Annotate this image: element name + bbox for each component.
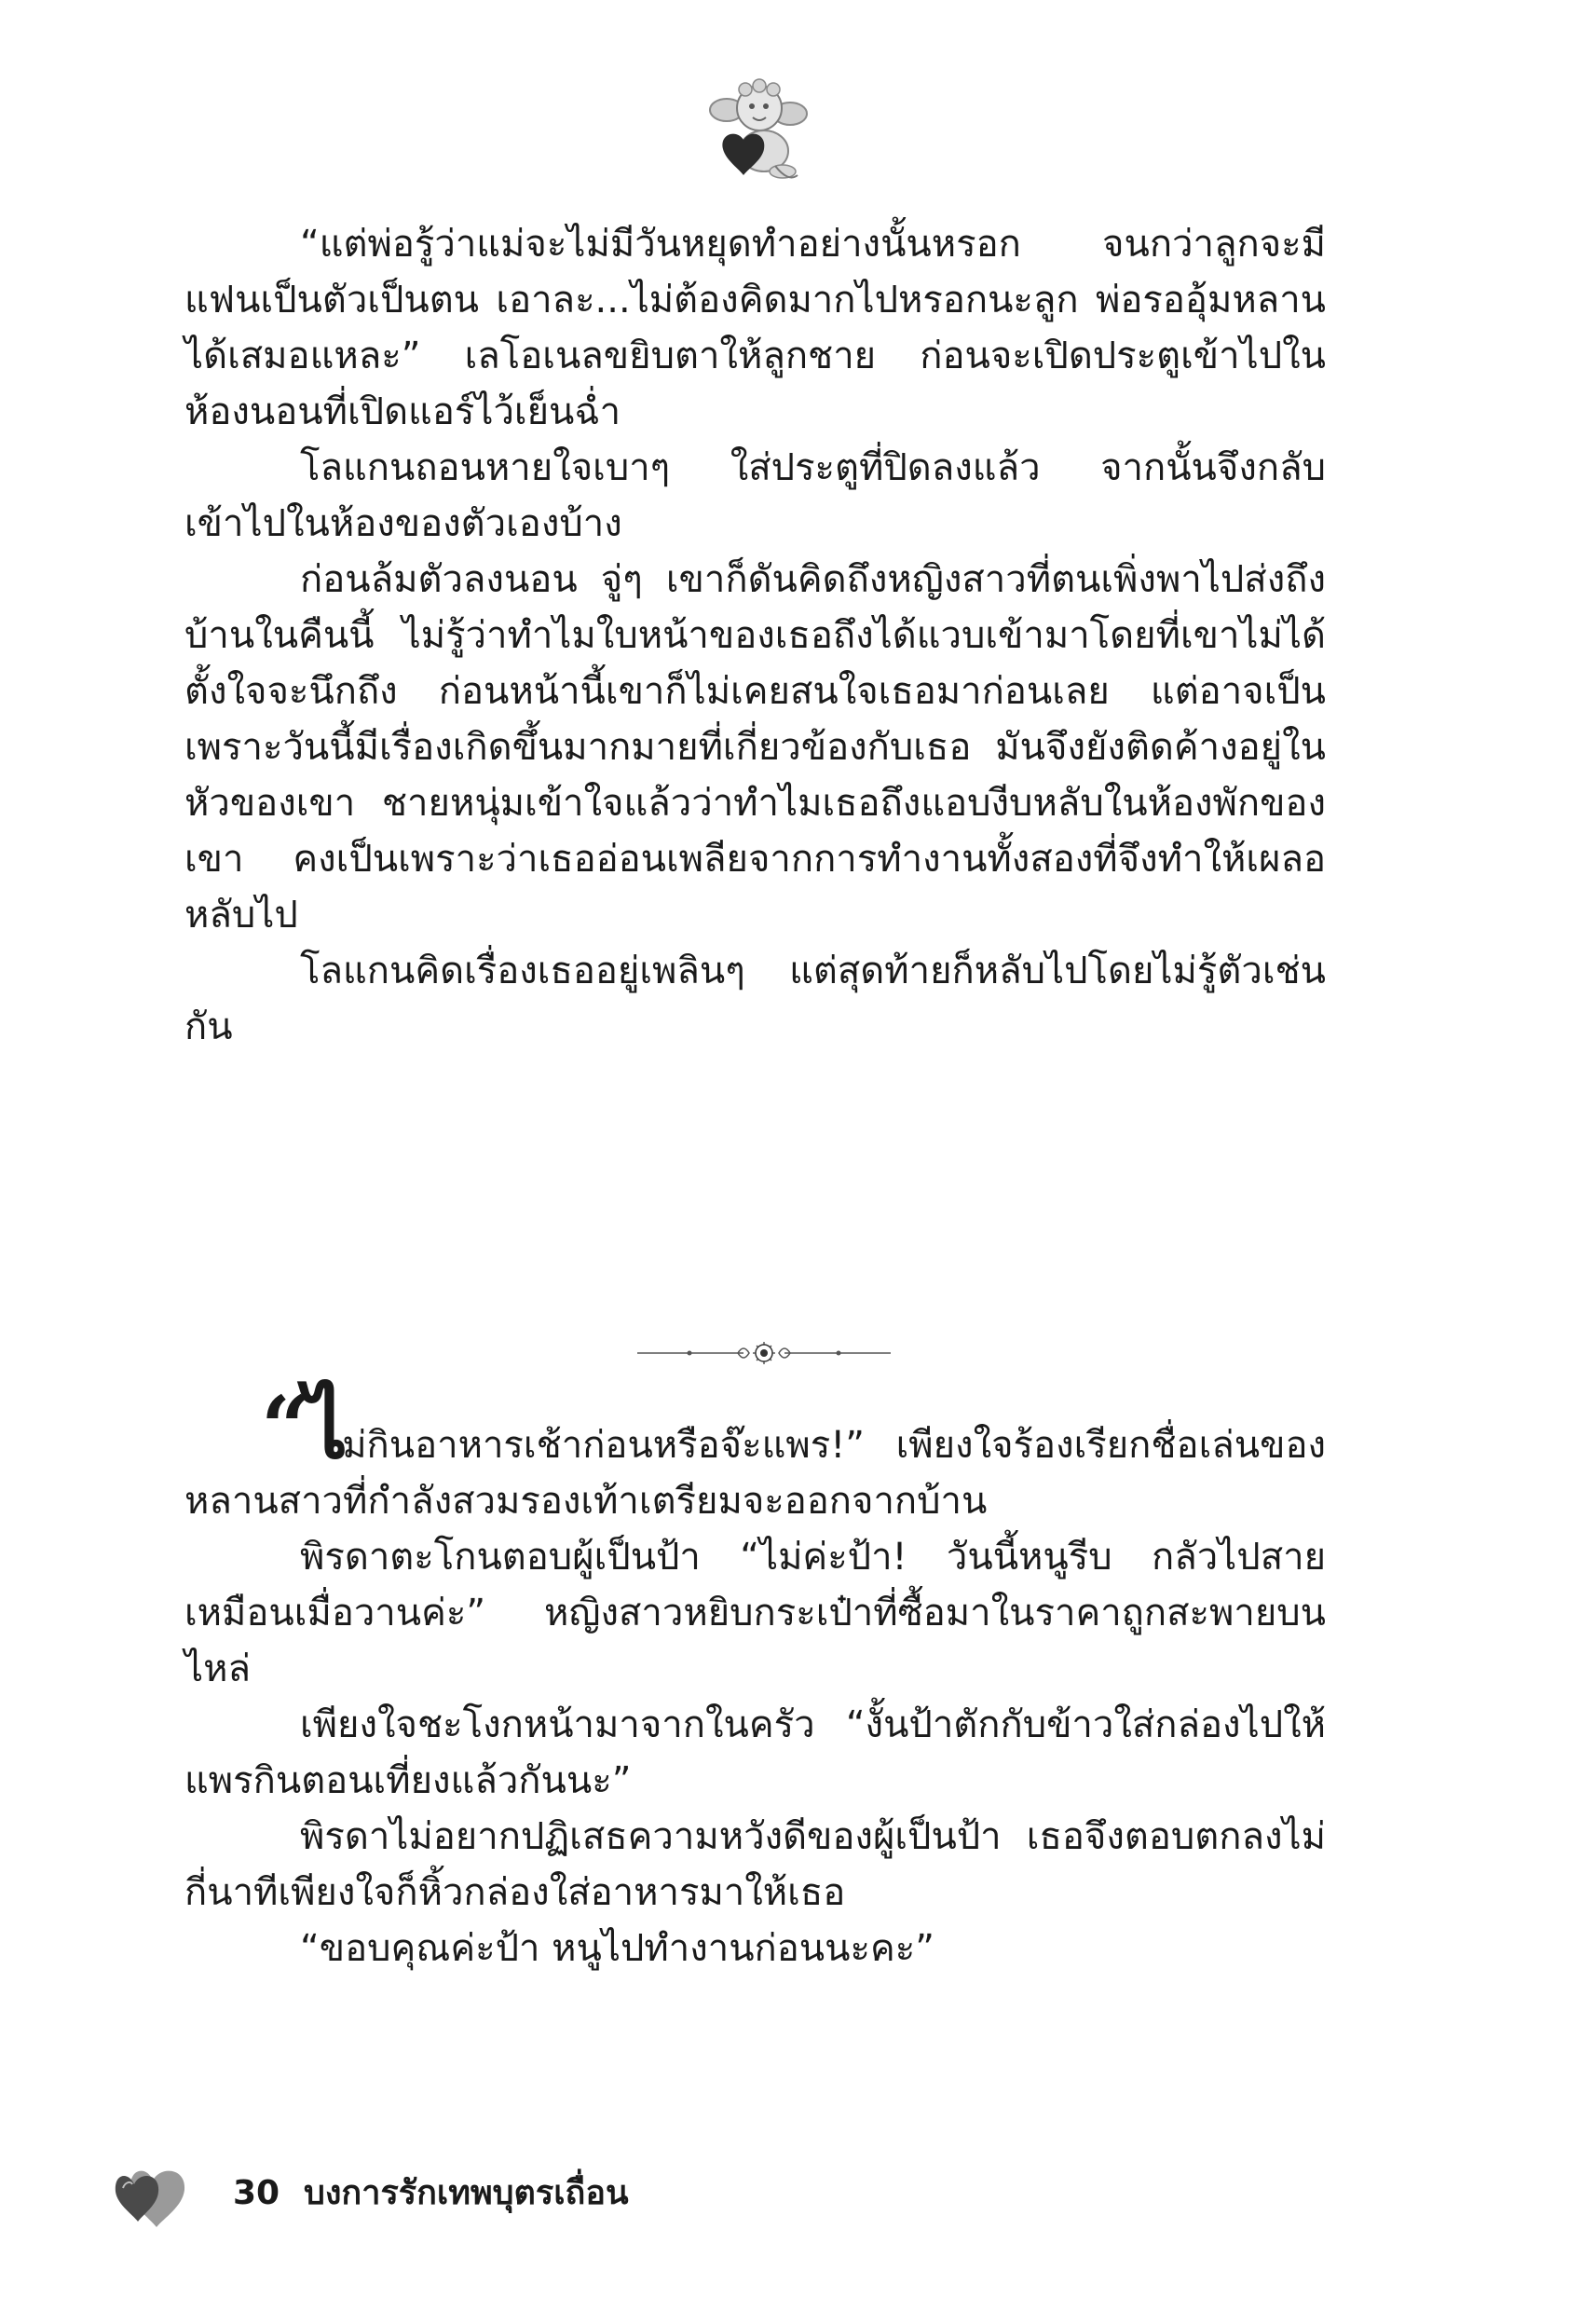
- paragraph: พิรดาไม่อยากปฏิเสธความหวังดีของผู้เป็นป้า เธอจึงตอบตกลงไม่กี่นาทีเพียงใจก็หิ้วกล่องใส่อาหารมาให้เธอ: [184, 1815, 1326, 1914]
- paragraph: “แต่พ่อรู้ว่าแม่จะไม่มีวันหยุดทำอย่างนั้นหรอก จนกว่าลูกจะมีแฟนเป็นตัวเป็นตน เอาละ...ไม่ต้องคิดมากไปหรอกนะลูก พ่อรออุ้มหลานได้เสมอแหละ” เลโอเนลขยิบตาให้ลูกชาย ก่อนจะเปิดประตูเข้าไปในห้องนอนที่เปิดแอร์ไว้เย็นฉ่ำ: [184, 223, 1326, 433]
- drop-cap: “ไ: [261, 1377, 343, 1478]
- book-title: บงการรักเทพบุตรเถื่อน: [304, 2174, 629, 2212]
- page-number: 30: [233, 2174, 280, 2212]
- paragraph: โลแกนคิดเรื่องเธออยู่เพลินๆ แต่สุดท้ายก็หลับไปโดยไม่รู้ตัวเช่นกัน: [184, 950, 1326, 1048]
- ornamental-divider-icon: [634, 1334, 894, 1372]
- paragraph: “ขอบคุณค่ะป้า หนูไปทำงานก่อนนะคะ”: [300, 1927, 934, 1970]
- double-heart-icon: [110, 2160, 188, 2231]
- opening-paragraph-text: ม่กินอาหารเช้าก่อนหรือจ๊ะแพร!” เพียงใจร้องเรียกชื่อเล่นของหลานสาวที่กำลังสวมรองเท้าเตรียมจะออกจากบ้าน: [184, 1424, 1326, 1523]
- opening-paragraph: [184, 1377, 1326, 1529]
- cupid-with-heart-icon: [708, 73, 811, 185]
- paragraph: โลแกนถอนหายใจเบาๆ ใส่ประตูที่ปิดลงแล้ว จากนั้นจึงกลับเข้าไปในห้องของตัวเองบ้าง: [184, 446, 1326, 545]
- chapter-text-bottom: [184, 1377, 1326, 1976]
- paragraph: ก่อนล้มตัวลงนอน จู่ๆ เขาก็ดันคิดถึงหญิงสาวที่ตนเพิ่งพาไปส่งถึงบ้านในคืนนี้ ไม่รู้ว่าทำไมใบหน้าของเธอถึงได้แวบเข้ามาโดยที่เขาไม่ได้ตั้งใจจะนึกถึง ก่อนหน้านี้เขาก็ไม่เคยสนใจเธอมาก่อนเลย แต่อาจเป็นเพราะวันนี้มีเรื่องเกิดขึ้นมากมายที่เกี่ยวข้องกับเธอ มันจึงยังติดค้างอยู่ในหัวของเขา ชายหนุ่มเข้าใจแล้วว่าทำไมเธอถึงแอบงีบหลับในห้องพักของเขา คงเป็นเพราะว่าเธออ่อนเพลียจากการทำงานทั้งสองที่จึงทำให้เผลอหลับไป: [184, 558, 1326, 937]
- chapter-text-top: [184, 216, 1326, 1055]
- paragraph: เพียงใจชะโงกหน้ามาจากในครัว “งั้นป้าตักกับข้าวใส่กล่องไปให้แพรกินตอนเที่ยงแล้วกันนะ”: [184, 1703, 1326, 1802]
- paragraph: พิรดาตะโกนตอบผู้เป็นป้า “ไม่ค่ะป้า! วันนี้หนูรีบ กลัวไปสายเหมือนเมื่อวานค่ะ” หญิงสาวหยิบกระเป๋าที่ซื้อมาในราคาถูกสะพายบนไหล่: [184, 1536, 1326, 1690]
- page-footer: [110, 2160, 855, 2231]
